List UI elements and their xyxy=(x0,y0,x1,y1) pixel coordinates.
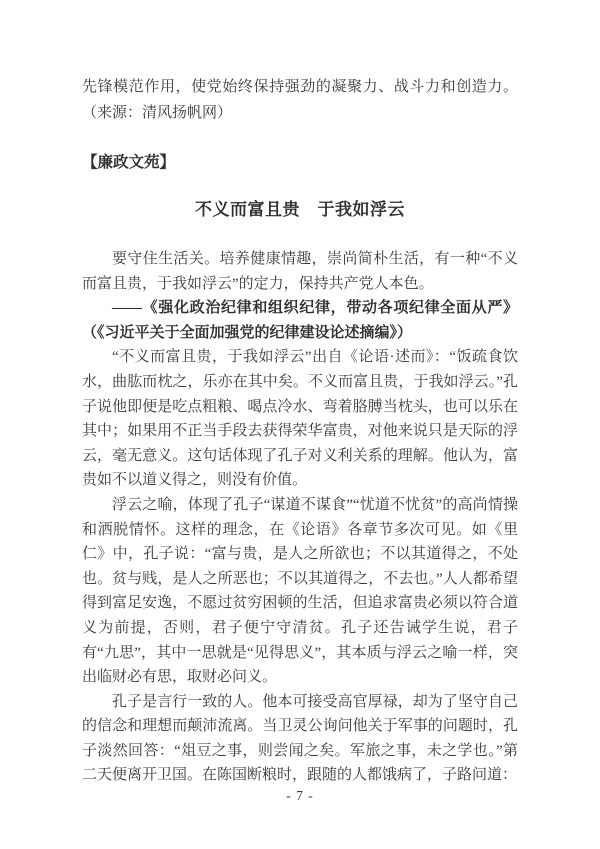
article-title: 不义而富且贵 于我如浮云 xyxy=(195,200,405,219)
section-header: 【廉政文苑】 xyxy=(82,154,176,171)
article-paragraph: 要守住生活关。培养健康情趣，崇尚简朴生活，有一种“不义而富且贵，于我如浮云”的定力，保持共产党人本色。 xyxy=(82,251,518,292)
page-content xyxy=(82,74,518,788)
article-paragraph: 孔子是言行一致的人。他本可接受高官厚禄，却为了坚守自己的信念和理想而颠沛流离。当卫灵公询问他关于军事的问题时，孔子淡然回答：“俎豆之事，则尝闻之矣。军旅之事，未之学也。”第二天便离开卫国。在陈国断粮时，跟随的人都饿病了，子路问道： xyxy=(82,693,518,784)
article-paragraph: 浮云之喻，体现了孔子“谋道不谋食”“忧道不忧贫”的高尚情操和洒脱情怀。这样的理念，在《论语》各章节多次可见。如《里仁》中，孔子说：“富与贵，是人之所欲也；不以其道得之，不处也。贫与贱，是人之所恶也；不以其道得之，不去也。”人人都希望得到富足安逸，不愿过贫穷困顿的生活，但追求富贵必须以符合道义为前提，否则，君子便宁守清贫。孔子还告诫学生说，君子有“九思”，其中一思就是“见得思义”，其本质与浮云之喻一样，突出临财必有思，取财必问义。 xyxy=(82,496,518,686)
article-paragraph: “不义而富且贵，于我如浮云”出自《论语·述而》：“饭疏食饮水，曲肱而枕之，乐亦在其中矣。不义而富且贵，于我如浮云。”孔子说他即便是吃点粗粮、喝点冷水、弯着胳膊当枕头，也可以乐在其中；如果用不正当手段去获得荣华富贵，对他来说只是天际的浮云，毫无意义。这句话体现了孔子对义利关系的理解。他认为，富贵如不以道义得之，则没有价值。 xyxy=(82,349,518,489)
page-number: - 7 - xyxy=(286,788,314,803)
article-body xyxy=(82,247,518,788)
carryover-paragraph: 先锋模范作用，使党始终保持强劲的凝聚力、战斗力和创造力。（来源：清风扬帆网） xyxy=(82,79,518,121)
article-source-paragraph: ——《强化政治纪律和组织纪律，带动各项纪律全面从严》（《习近平关于全面加强党的纪律建设论述摘编》） xyxy=(82,300,518,341)
